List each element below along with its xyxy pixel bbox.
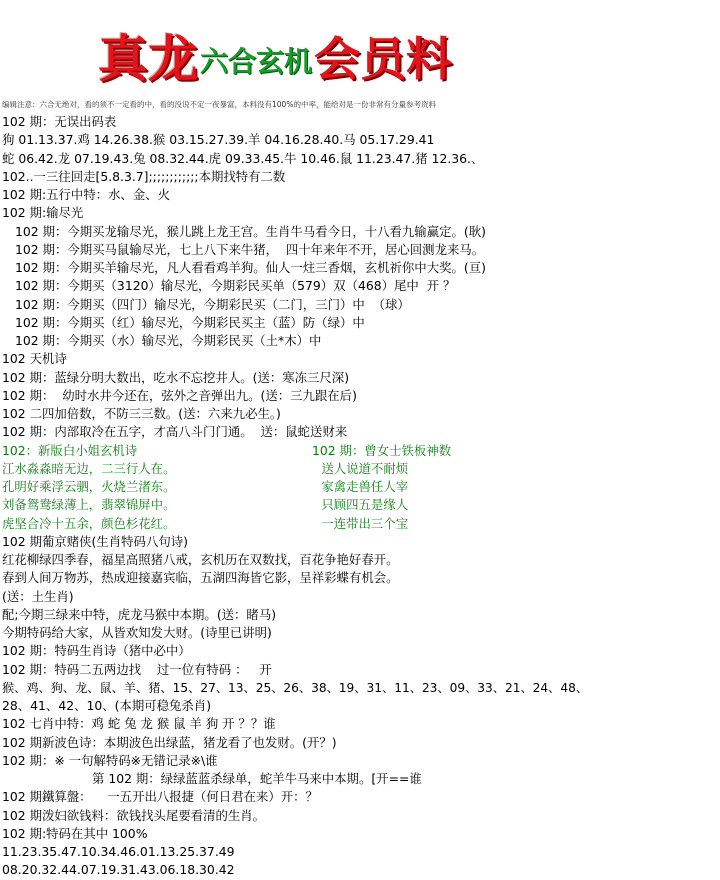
tail-line: 猴、鸡、狗、龙、鼠、羊、猪、15、27、13、25、26、38、19、31、11、23、09、33、21、24、48、: [2, 680, 589, 695]
green-two-column-row: [2, 442, 718, 460]
green-two-column-row: [2, 515, 718, 533]
tail-line: 28、41、42、10、(本期可稳兔杀肖): [2, 698, 212, 713]
header-banner: [0, 0, 720, 109]
poem-line: 102 期：内部取冷在五字，才高八斗门门通。 送：鼠蛇送财来: [2, 424, 348, 440]
tail-line: 102 期：※ 一句解特码※无错记录※\谁: [2, 752, 218, 768]
text-line: 102..一三往回走[5.8.3.7];;;;;;;;;;;;本期找特有二数: [2, 168, 286, 184]
tail-line: 102 期：特码二五两边找 过一位有特码 ： 开: [2, 661, 272, 677]
text-line: 蛇 06.42.龙 07.19.43.兔 08.32.44.虎 09.33.45.牛 10.46.鼠 11.23.47.猪 12.36.、: [2, 150, 484, 166]
green-left-line: 江水淼淼暗无边，二三行人在。: [2, 460, 176, 476]
green-left-line: 刘备鸳鸯绿薄上，翡翠锦屏中。: [2, 497, 176, 513]
indented-line: 102 期：今期买（四门）输尽光，今期彩民买（二门，三门）中 （球）: [15, 296, 410, 312]
indented-line: 102 期：今期买马鼠输尽光，七上八下来牛猪， 四十年来年不开，居心回测龙来马。: [15, 241, 485, 257]
number-line: 08.20.32.44.07.19.31.43.06.18.30.42: [2, 862, 235, 878]
green-right-line: 一连带出三个宝: [321, 515, 409, 531]
tail-line: 102 期泼妇欲钱料：欲钱找头尾要看清的生肖。: [2, 807, 266, 823]
poem-line: 102 期： 幼时水井今还在，弦外之音弹出九。(送：三九跟在后): [2, 387, 357, 403]
green-left-line: 孔明好乘浮云驷，火烧兰渚东。: [2, 479, 176, 494]
green-left-head: 102：新版白小姐玄机诗: [2, 442, 138, 458]
green-left-line: 虎坚合冷十五余，颜色杉花红。: [2, 515, 176, 531]
indented-line: 102 期：今期买（水）输尽光，今期彩民买（土*木）中: [15, 333, 322, 348]
indented-line: 102 期：今期买羊输尽光，凡人看看鸡羊狗。仙人一炷三香烟，玄机祈你中大奖。(亘): [15, 260, 486, 275]
tail-line: 102 期鐵算盤： 一五开出八报捷（何日君在来）开：？: [2, 789, 318, 805]
disclaimer-notice: 编辑注意：六合无绝对，看的须不一定看的中，看的没说不定一夜暴富，本料没有100%的中率，能给对是一份非常有分量参考资料: [2, 100, 436, 109]
tail-line: 102 期葡京赌侠(生肖特码八句诗): [2, 533, 188, 549]
tail-line: 102 期:特码在其中 100%: [2, 825, 148, 841]
indented-line: 102 期：今期买（红）输尽光，今期彩民买主（蓝）防（绿）中: [15, 314, 365, 330]
tail-line: 春到人间万物苏，热成迎接嘉宾临，五湖四海皆它影，呈祥彩蝶有机会。: [2, 570, 399, 586]
green-two-column-row: [2, 496, 718, 514]
text-line: 102 期:五行中特：水、金、火: [2, 187, 171, 202]
green-right-line: 送人说道不耐烦: [321, 460, 409, 476]
green-right-head: 102 期：曾女士铁板神数: [312, 442, 452, 458]
green-right-line: 家禽走兽任人宰: [321, 479, 409, 494]
indented-line: 102 期：今期买（3120）输尽光，今期彩民买单（579）双（468）尾中 开 ？: [15, 278, 456, 294]
tail-line: 红花柳绿四季春，福星高照猪八戒，玄机历在双数找，百花争艳好春开。: [2, 552, 399, 567]
tail-line: 102 期新波色诗：本期波色出绿蓝，猪龙看了也发财。(开？): [2, 734, 337, 750]
center-line: 第 102 期：绿绿蓝蓝杀绿单，蛇羊牛马来中本期。[开==谁: [92, 771, 422, 786]
poem-line: 102 期：蓝绿分明大数出，吃水不忘挖井人。(送：寒冻三尺深): [2, 369, 350, 385]
indented-line: 102 期：今期买龙输尽光，猴儿跳上龙王宫。生肖牛马看今日，十八看九输赢定。(耿): [15, 223, 486, 239]
green-two-column-row: [2, 460, 718, 478]
tail-line: 配;今期三绿来中特，虎龙马猴中本期。(送：睹马): [2, 606, 277, 622]
document-body: [2, 113, 718, 880]
text-line: 102 期:输尽光: [2, 205, 84, 221]
poem-line: 102 天机诗: [2, 351, 67, 367]
tail-line: (送：土生肖): [2, 588, 74, 604]
title-sub: 六合玄机: [200, 45, 313, 78]
number-line: 11.23.35.47.10.34.46.01.13.25.37.49: [2, 844, 235, 859]
text-line: 102 期：无误出码表: [2, 114, 117, 129]
site-title: [98, 24, 452, 88]
text-line: 狗 01.13.37.鸡 14.26.38.猴 03.15.27.39.羊 04.16.28.40.马 05.17.29.41: [2, 132, 435, 148]
title-main: 真龙: [98, 29, 198, 88]
tail-line: 102 七肖中特：鸡 蛇 兔 龙 猴 鼠 羊 狗 开 ？？谁: [2, 716, 276, 732]
title-member: 会员料: [314, 32, 453, 86]
tail-line: 今期特码给大家，从皆欢知发大财。(诗里已讲明): [2, 625, 272, 640]
green-right-line: 只顾四五是缘人: [321, 497, 409, 513]
green-two-column-row: [2, 478, 718, 496]
tail-line: 102 期：特码生肖诗（猪中必中）: [2, 643, 191, 659]
poem-line: 102 二四加倍数，不防三三数。(送：六来九必生。): [2, 406, 281, 421]
